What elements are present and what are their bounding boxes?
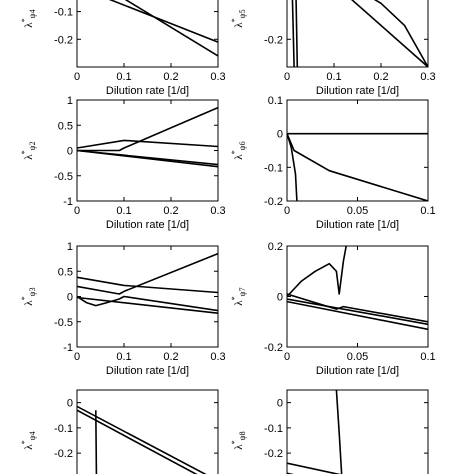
series-line-3 [336, 390, 343, 474]
y-tick-label: -0.2 [264, 196, 283, 208]
panel-right-4 [230, 390, 428, 474]
x-tick-label: 0.3 [210, 351, 226, 363]
y-tick-label: -0.2 [264, 342, 283, 354]
y-tick-label: -0.5 [54, 316, 73, 329]
x-tick-label: 0.3 [210, 71, 226, 83]
x-tick-label: 0.1 [420, 351, 436, 363]
x-tick-label: 0.1 [116, 205, 132, 217]
y-tick-label: -0.1 [264, 422, 283, 435]
y-axis-label: $\lambda^*_{\psi 6}$ [230, 141, 247, 160]
axes-frame [287, 100, 428, 201]
y-tick-label: 0 [276, 397, 283, 410]
x-tick-label: 0.2 [163, 351, 179, 363]
x-tick-label: 0.1 [326, 71, 342, 83]
series-line-3 [96, 410, 97, 474]
y-tick-label: -0.1 [264, 162, 283, 175]
series-line-1 [77, 140, 218, 148]
x-tick-label: 0 [73, 71, 81, 83]
series-line-2 [287, 302, 428, 330]
y-tick-label: 0 [66, 291, 73, 304]
panel-left-3 [20, 241, 226, 377]
x-tick-label: 0 [73, 205, 81, 217]
y-tick-label: -0.2 [54, 34, 73, 47]
panel-right-2 [230, 95, 436, 231]
y-tick-label: 0 [66, 145, 73, 158]
panel-right-3 [230, 241, 436, 377]
y-tick-label: -0.5 [54, 170, 73, 183]
series-line-2 [296, 0, 298, 67]
axes-frame [77, 390, 218, 474]
axes-frame [287, 0, 428, 67]
x-tick-label: 0.1 [116, 71, 132, 83]
x-tick-label: 0 [283, 351, 291, 363]
y-axis-label: $\lambda^*_{\psi 2}$ [20, 141, 37, 160]
y-tick-label: -1 [63, 196, 73, 208]
panel-left-4 [20, 390, 218, 474]
y-tick-label: 1 [66, 241, 73, 253]
x-tick-label: 0.1 [116, 351, 132, 363]
x-tick-label: 0.3 [210, 205, 226, 217]
series-group [77, 0, 218, 56]
panel-left-2 [20, 95, 226, 231]
y-tick-label: -0.2 [264, 448, 283, 461]
series-group [77, 406, 218, 474]
x-axis-label: Dilution rate [1/d] [315, 85, 400, 97]
series-line-3 [287, 134, 428, 201]
x-tick-label: 0.2 [373, 71, 389, 83]
series-group [287, 246, 428, 329]
panel-right-1 [230, 0, 436, 97]
x-tick-label: 0.05 [346, 351, 369, 363]
axes-frame [287, 246, 428, 347]
x-axis-label: Dilution rate [1/d] [315, 365, 400, 377]
y-tick-label: 1 [66, 95, 73, 107]
series-line-1 [77, 0, 218, 56]
y-tick-label: 0 [276, 128, 283, 141]
series-line-4 [77, 151, 218, 167]
y-tick-label: 0.2 [267, 241, 283, 253]
y-axis-label: $\lambda^*_{\psi 7}$ [230, 287, 247, 306]
x-tick-label: 0.1 [420, 205, 436, 217]
panel-left-1 [20, 0, 226, 97]
y-axis-label: $\lambda^*_{\psi 4}$ [20, 9, 37, 28]
y-tick-label: 0.5 [57, 266, 73, 279]
y-tick-label: 0 [276, 291, 283, 304]
x-axis-label: Dilution rate [1/d] [105, 219, 190, 231]
series-group [77, 108, 218, 167]
x-tick-label: 0.2 [163, 205, 179, 217]
y-axis-label: $\lambda^*_{\psi 5}$ [230, 9, 247, 28]
series-line-1 [287, 246, 346, 297]
series-line-2 [77, 406, 218, 474]
x-tick-label: 0.05 [346, 205, 369, 217]
x-tick-label: 0.2 [163, 71, 179, 83]
series-line-3 [287, 299, 428, 324]
y-tick-label: 0 [66, 397, 73, 410]
series-line-4 [287, 294, 428, 322]
series-line-1 [292, 0, 294, 67]
series-line-4 [334, 0, 428, 67]
y-tick-label: -0.1 [54, 6, 73, 19]
x-axis-label: Dilution rate [1/d] [105, 85, 190, 97]
x-axis-label: Dilution rate [1/d] [315, 219, 400, 231]
axes-frame [287, 390, 428, 474]
series-line-1 [77, 410, 218, 474]
y-axis-label: $\lambda^*_{\psi 4}$ [20, 431, 37, 450]
y-axis-label: $\lambda^*_{\psi 3}$ [20, 287, 37, 306]
x-tick-label: 0.3 [420, 71, 436, 83]
y-tick-label: 0.5 [57, 120, 73, 133]
series-line-1 [287, 463, 428, 474]
series-group [77, 254, 218, 314]
y-tick-label: -1 [63, 342, 73, 354]
x-axis-label: Dilution rate [1/d] [105, 365, 190, 377]
x-tick-label: 0 [283, 71, 291, 83]
y-tick-label: 0.1 [267, 95, 283, 107]
x-tick-label: 0 [283, 205, 291, 217]
axes-frame [77, 246, 218, 347]
series-line-3 [77, 297, 218, 311]
y-tick-label: -0.2 [54, 448, 73, 461]
series-group [287, 134, 428, 201]
series-line-2 [77, 0, 218, 42]
series-group [292, 0, 428, 67]
series-group [287, 390, 428, 474]
y-tick-label: -0.2 [264, 34, 283, 47]
y-axis-label: $\lambda^*_{\psi 8}$ [230, 431, 247, 450]
x-tick-label: 0 [73, 351, 81, 363]
y-tick-label: -0.1 [54, 422, 73, 435]
series-line-3 [334, 0, 428, 67]
